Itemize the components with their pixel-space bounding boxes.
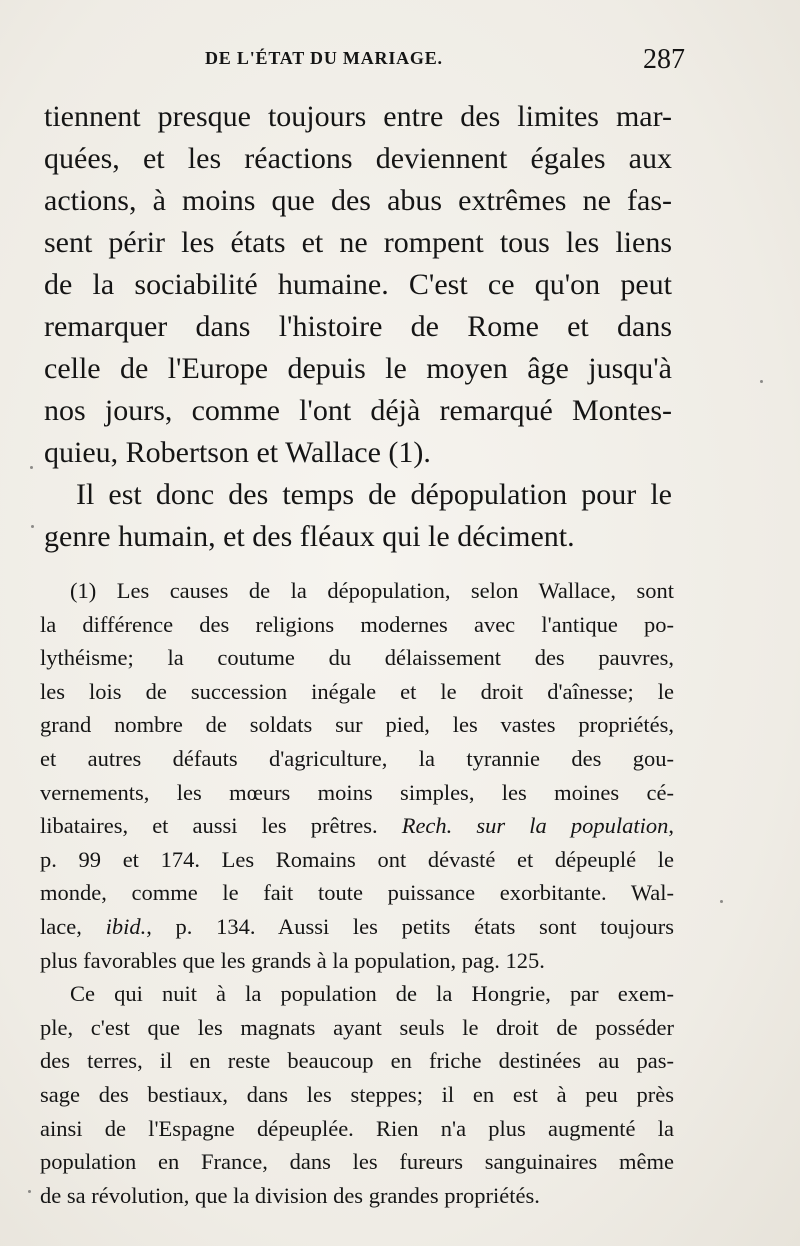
footnote-line: sage des bestiaux, dans les steppes; il en est à peu près	[40, 1081, 674, 1107]
main-text-line: de la sociabilité humaine. C'est ce qu'on peut	[44, 268, 672, 301]
footnote-line	[40, 809, 674, 843]
paper-speck	[30, 466, 33, 469]
footnote-reference: Rech. sur la population	[401, 813, 669, 839]
footnote-line-text: libataires, et aussi les prêtres.	[40, 813, 378, 839]
main-text-line: sent périr les états et ne rompent tous les liens	[44, 226, 672, 259]
footnote-line: Ce qui nuit à la population de la Hongrie, par exem-	[70, 981, 674, 1007]
footnote-line: plus favorables que les grands à la population, pag. 125.	[40, 947, 545, 973]
footnote-line-text: , p. 134. Aussi les petits états sont toujours	[146, 913, 674, 939]
footnote-line: grand nombre de soldats sur pied, les vastes propriétés,	[40, 712, 674, 738]
paper-speck	[720, 900, 723, 903]
footnote-line: p. 99 et 174. Les Romains ont dévasté et dépeuplé le	[40, 846, 674, 872]
main-text-line: tiennent presque toujours entre des limites mar-	[44, 100, 672, 133]
footnote-line: lythéisme; la coutume du délaissement des pauvres,	[40, 645, 674, 671]
footnote-line: monde, comme le fait toute puissance exorbitante. Wal-	[40, 880, 674, 906]
paper-speck	[28, 1190, 31, 1193]
footnote-line: vernements, les mœurs moins simples, les moines cé-	[40, 779, 674, 805]
main-text-line: quieu, Robertson et Wallace (1).	[44, 436, 431, 469]
footnote	[40, 574, 674, 1212]
main-text-line: remarquer dans l'histoire de Rome et dans	[44, 310, 672, 343]
footnote-line: et autres défauts d'agriculture, la tyrannie des gou-	[40, 745, 674, 771]
footnote-punct: ,	[668, 813, 675, 839]
paper-speck	[31, 525, 34, 528]
footnote-line: population en France, dans les fureurs sanguinaires même	[40, 1149, 674, 1175]
main-text-line: Il est donc des temps de dépopulation pour le	[76, 478, 672, 511]
footnote-line: ple, c'est que les magnats ayant seuls le droit de posséder	[40, 1014, 674, 1040]
footnote-line: les lois de succession inégale et le droit d'aînesse; le	[40, 678, 674, 704]
footnote-line: ainsi de l'Espagne dépeuplée. Rien n'a plus augmenté la	[40, 1115, 674, 1141]
footnote-line: la différence des religions modernes avec l'antique po-	[40, 611, 674, 637]
main-text-line: quées, et les réactions deviennent égales aux	[44, 142, 672, 175]
footnote-line	[40, 910, 674, 944]
main-text	[44, 96, 672, 558]
running-title: DE L'ÉTAT DU MARIAGE.	[205, 48, 443, 68]
main-text-line: celle de l'Europe depuis le moyen âge jusqu'à	[44, 352, 672, 385]
running-head	[205, 44, 685, 80]
main-text-line: genre humain, et des fléaux qui le déciment.	[44, 520, 575, 553]
main-text-line: actions, à moins que des abus extrêmes ne fas-	[44, 184, 672, 217]
footnote-line: (1) Les causes de la dépopulation, selon Wallace, sont	[70, 578, 674, 603]
footnote-ibid: ibid.	[105, 913, 147, 939]
footnote-line: des terres, il en reste beaucoup en friche destinées au pas-	[40, 1048, 674, 1074]
page-number: 287	[643, 44, 685, 75]
paper-speck	[760, 380, 763, 383]
footnote-line-text: lace,	[40, 913, 82, 939]
main-text-line: nos jours, comme l'ont déjà remarqué Montes-	[44, 394, 672, 427]
footnote-line: de sa révolution, que la division des grandes propriétés.	[40, 1182, 540, 1208]
